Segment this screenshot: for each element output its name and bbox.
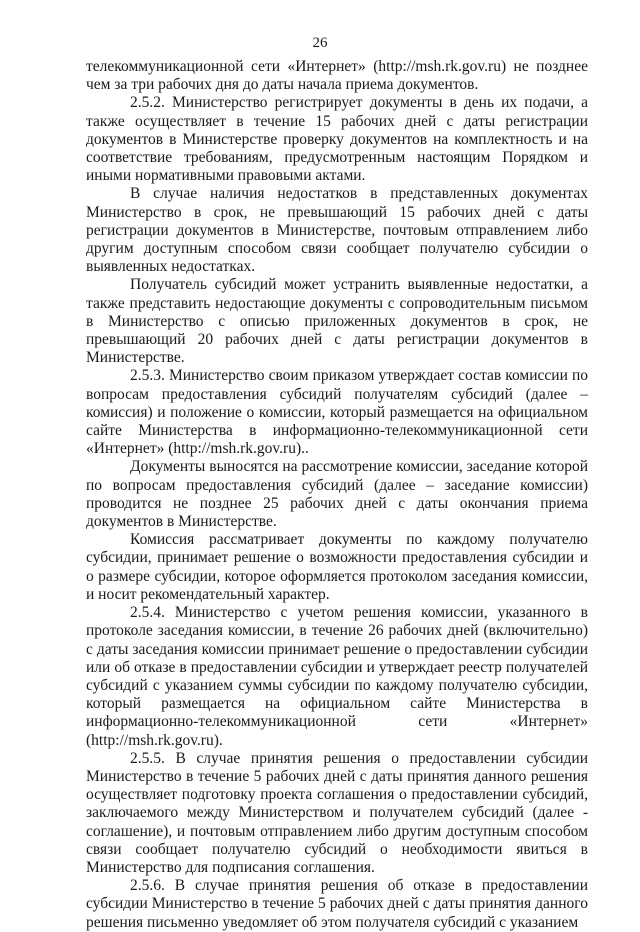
paragraph-commission-review: Комиссия рассматривает документы по каждому получателю субсидии, принимает решение о возможности предоставления субсидии и о размере субсидии, которое оформляется протоколом заседания комиссии, и носит рекомендательный характер. — [86, 531, 588, 603]
paragraph-recipient-correction: Получатель субсидий может устранить выявленные недостатки, а также представить недостающие документы с сопроводительным письмом в Министерство с описью приложенных документов в срок, не превышающий 20 рабочих дней с даты регистрации документов в Министерстве. — [86, 276, 588, 367]
paragraph-continuation: телекоммуникационной сети «Интернет» (http://msh.rk.gov.ru) не позднее чем за три рабочих дня до даты начала приема документов. — [86, 58, 588, 94]
paragraph-2-5-4: 2.5.4. Министерство с учетом решения комиссии, указанного в протоколе заседания комиссии, в течение 26 рабочих дней (включительно) с даты заседания комиссии принимает решение о предоставлении субсидии или об отказе в предоставлении субсидии и утверждает реестр получателей субсидий с указанием суммы субсидии по каждому получателю субсидии, который размещается на официальном сайте Министерства в информационно-телекоммуникационной сети «Интернет» (http://msh.rk.gov.ru). — [86, 604, 588, 749]
paragraph-commission-meeting: Документы выносятся на рассмотрение комиссии, заседание которой по вопросам предоставления субсидий (далее – заседание комиссии) проводится не позднее 25 рабочих дней с даты окончания приема документов в Министерстве. — [86, 458, 588, 531]
paragraph-2-5-3: 2.5.3. Министерство своим приказом утверждает состав комиссии по вопросам предоставления субсидий получателям субсидий (далее – комиссия) и положение о комиссии, который размещается на официальном сайте Министерства в информационно-телекоммуникационной сети «Интернет» (http://msh.rk.gov.ru).. — [86, 367, 588, 458]
paragraph-deficiencies: В случае наличия недостатков в представленных документах Министерство в срок, не превышающий 15 рабочих дней с даты регистрации документов в Министерстве, почтовым отправлением либо другим доступным способом связи сообщает получателю субсидии о выявленных недостатках. — [86, 185, 588, 276]
paragraph-2-5-5: 2.5.5. В случае принятия решения о предоставлении субсидии Министерство в течение 5 рабочих дней с даты принятия данного решения осуществляет подготовку проекта соглашения о предоставлении субсидий, заключаемого между Министерством и получателем субсидий (далее - соглашение), и почтовым отправлением либо другим доступным способом связи сообщает получателю субсидий о необходимости явиться в Министерство для подписания соглашения. — [86, 749, 588, 876]
document-body — [86, 58, 588, 932]
paragraph-2-5-2: 2.5.2. Министерство регистрирует документы в день их подачи, а также осуществляет в течение 15 рабочих дней с даты регистрации документов в Министерстве проверку документов на комплектность и на соответствие требованиям, предусмотренным настоящим Порядком и иными нормативными правовыми актами. — [86, 94, 588, 185]
paragraph-2-5-6: 2.5.6. В случае принятия решения об отказе в предоставлении субсидии Министерство в течение 5 рабочих дней с даты принятия данного решения письменно уведомляет об этом получателя субсидий с указанием — [86, 877, 588, 931]
page-number: 26 — [312, 35, 328, 51]
